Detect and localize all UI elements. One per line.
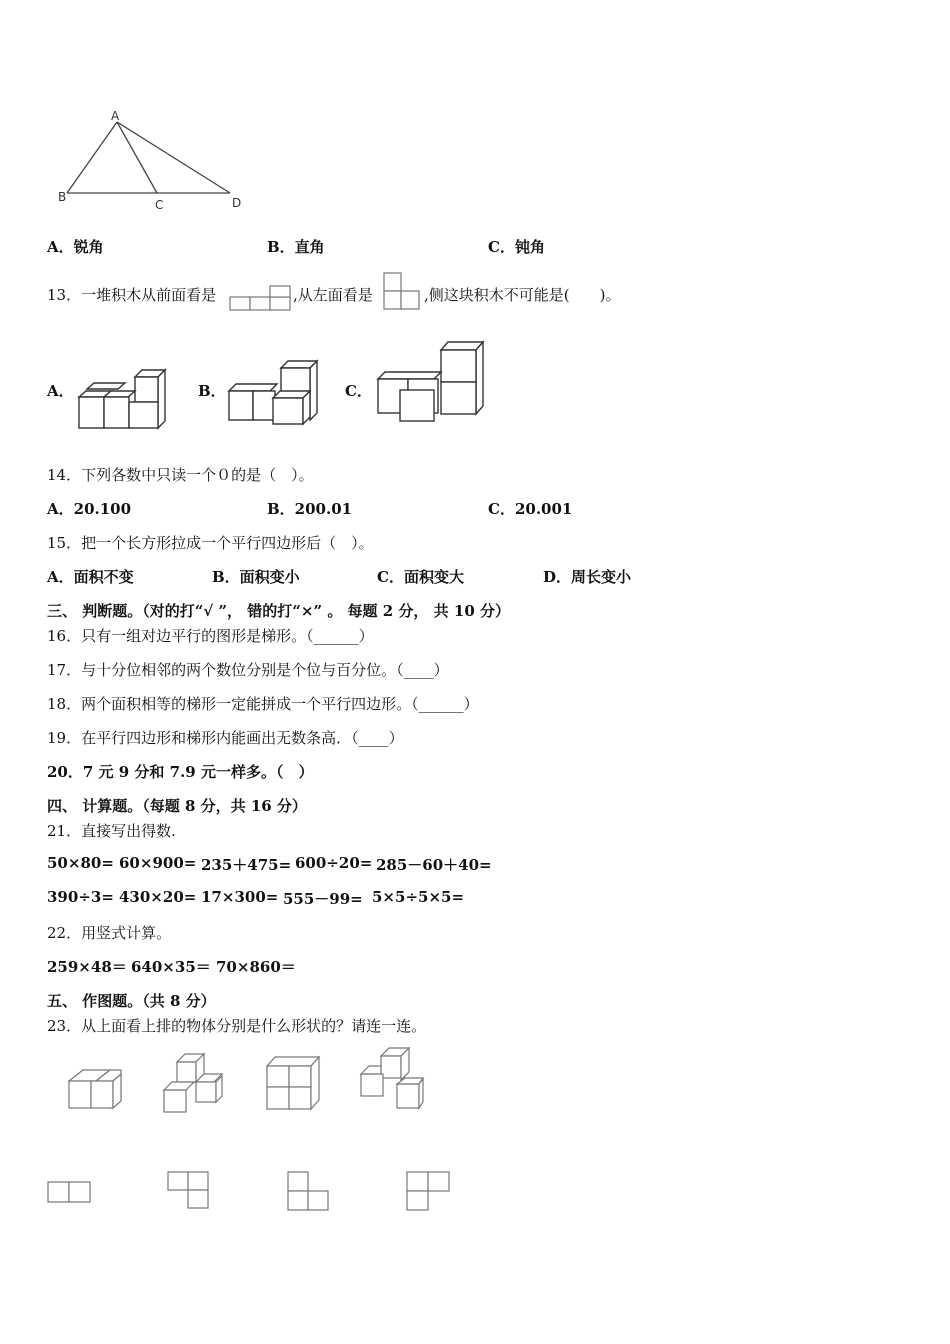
section-3-title: 三、 判断题。（对的打“√ ”， 错的打“×” 。 每题 2 分， 共 10 分） xyxy=(47,602,510,620)
q23-text: 23．从上面看上排的物体分别是什么形状的？请连一连。 xyxy=(47,1017,427,1035)
q12-option-c: C．钝角 xyxy=(488,238,545,256)
q21-item: 60×900= xyxy=(119,854,197,872)
q23-view-4 xyxy=(405,1170,453,1214)
q23-object-2 xyxy=(160,1052,226,1114)
q21-item: 555－99= xyxy=(283,890,363,908)
q23-object-3 xyxy=(263,1054,323,1112)
q21-item: 430×20= xyxy=(119,888,197,906)
triangle-figure xyxy=(55,105,255,215)
q23-object-4 xyxy=(357,1046,427,1112)
q12-option-a: A．锐角 xyxy=(47,238,104,256)
q22-item: 70×860＝ xyxy=(216,958,296,976)
q21-text: 21．直接写出得数. xyxy=(47,822,176,840)
vertex-b-label: B xyxy=(58,190,67,204)
q14-option-c: C．20.001 xyxy=(488,500,573,518)
q12-option-b: B．直角 xyxy=(267,238,325,256)
q15-option-a: A．面积不变 xyxy=(47,568,134,586)
q13-option-b-figure xyxy=(225,358,325,430)
q13-option-c-figure xyxy=(373,338,488,423)
q19-text: 19．在平行四边形和梯形内能画出无数条高．（____） xyxy=(47,729,404,747)
q17-text: 17．与十分位相邻的两个数位分别是个位与百分位。（____） xyxy=(47,661,449,679)
q23-view-2 xyxy=(166,1170,212,1212)
q15-option-d: D．周长变小 xyxy=(543,568,632,586)
q15-option-c: C．面积变大 xyxy=(377,568,464,586)
q13-prefix: 13．一堆积木从前面看是 xyxy=(47,286,217,304)
q22-item: 640×35＝ xyxy=(131,958,211,976)
q21-item: 17×300= xyxy=(201,888,279,906)
q22-text: 22．用竖式计算。 xyxy=(47,924,172,942)
q14-option-a: A．20.100 xyxy=(47,500,132,518)
q13-option-c: C． xyxy=(345,382,372,400)
q15-option-b: B．面积变小 xyxy=(212,568,300,586)
q21-item: 285－60＋40= xyxy=(376,856,492,874)
vertex-c-label: C xyxy=(155,198,164,212)
q16-text: 16．只有一组对边平行的图形是梯形。（______） xyxy=(47,627,374,645)
q23-view-3 xyxy=(286,1170,332,1214)
q13-mid: ,从左面看是 xyxy=(293,286,373,304)
vertex-a-label: A xyxy=(111,109,120,123)
q14-text: 14．下列各数中只读一个０的是（ ）。 xyxy=(47,466,314,484)
q18-text: 18．两个面积相等的梯形一定能拼成一个平行四边形。（______） xyxy=(47,695,479,713)
q14-option-b: B．200.01 xyxy=(267,500,353,518)
q15-text: 15．把一个长方形拉成一个平行四边形后（ ）。 xyxy=(47,534,374,552)
vertex-d-label: D xyxy=(232,196,242,210)
q21-item: 50×80= xyxy=(47,854,114,872)
q23-object-1 xyxy=(65,1065,125,1111)
q22-item: 259×48＝ xyxy=(47,958,127,976)
q13-option-a: A． xyxy=(47,382,74,400)
q21-item: 235＋475= xyxy=(201,856,292,874)
q13-suffix: ,侧这块积木不可能是( )。 xyxy=(424,286,621,304)
q23-view-1 xyxy=(46,1180,92,1206)
section-4-title: 四、 计算题。（每题 8 分，共 16 分） xyxy=(47,797,307,815)
q21-item: 390÷3= xyxy=(47,888,114,906)
q13-option-a-figure xyxy=(75,365,170,435)
section-5-title: 五、 作图题。（共 8 分） xyxy=(47,992,216,1010)
q21-item: 600÷20= xyxy=(295,854,373,872)
q13-option-b: B． xyxy=(198,382,226,400)
left-view-icon xyxy=(383,272,423,312)
q20-text: 20．7 元 9 分和 7.9 元一样多。（ ） xyxy=(47,763,314,781)
front-view-icon xyxy=(229,285,293,311)
q21-item: 5×5÷5×5= xyxy=(372,888,465,906)
